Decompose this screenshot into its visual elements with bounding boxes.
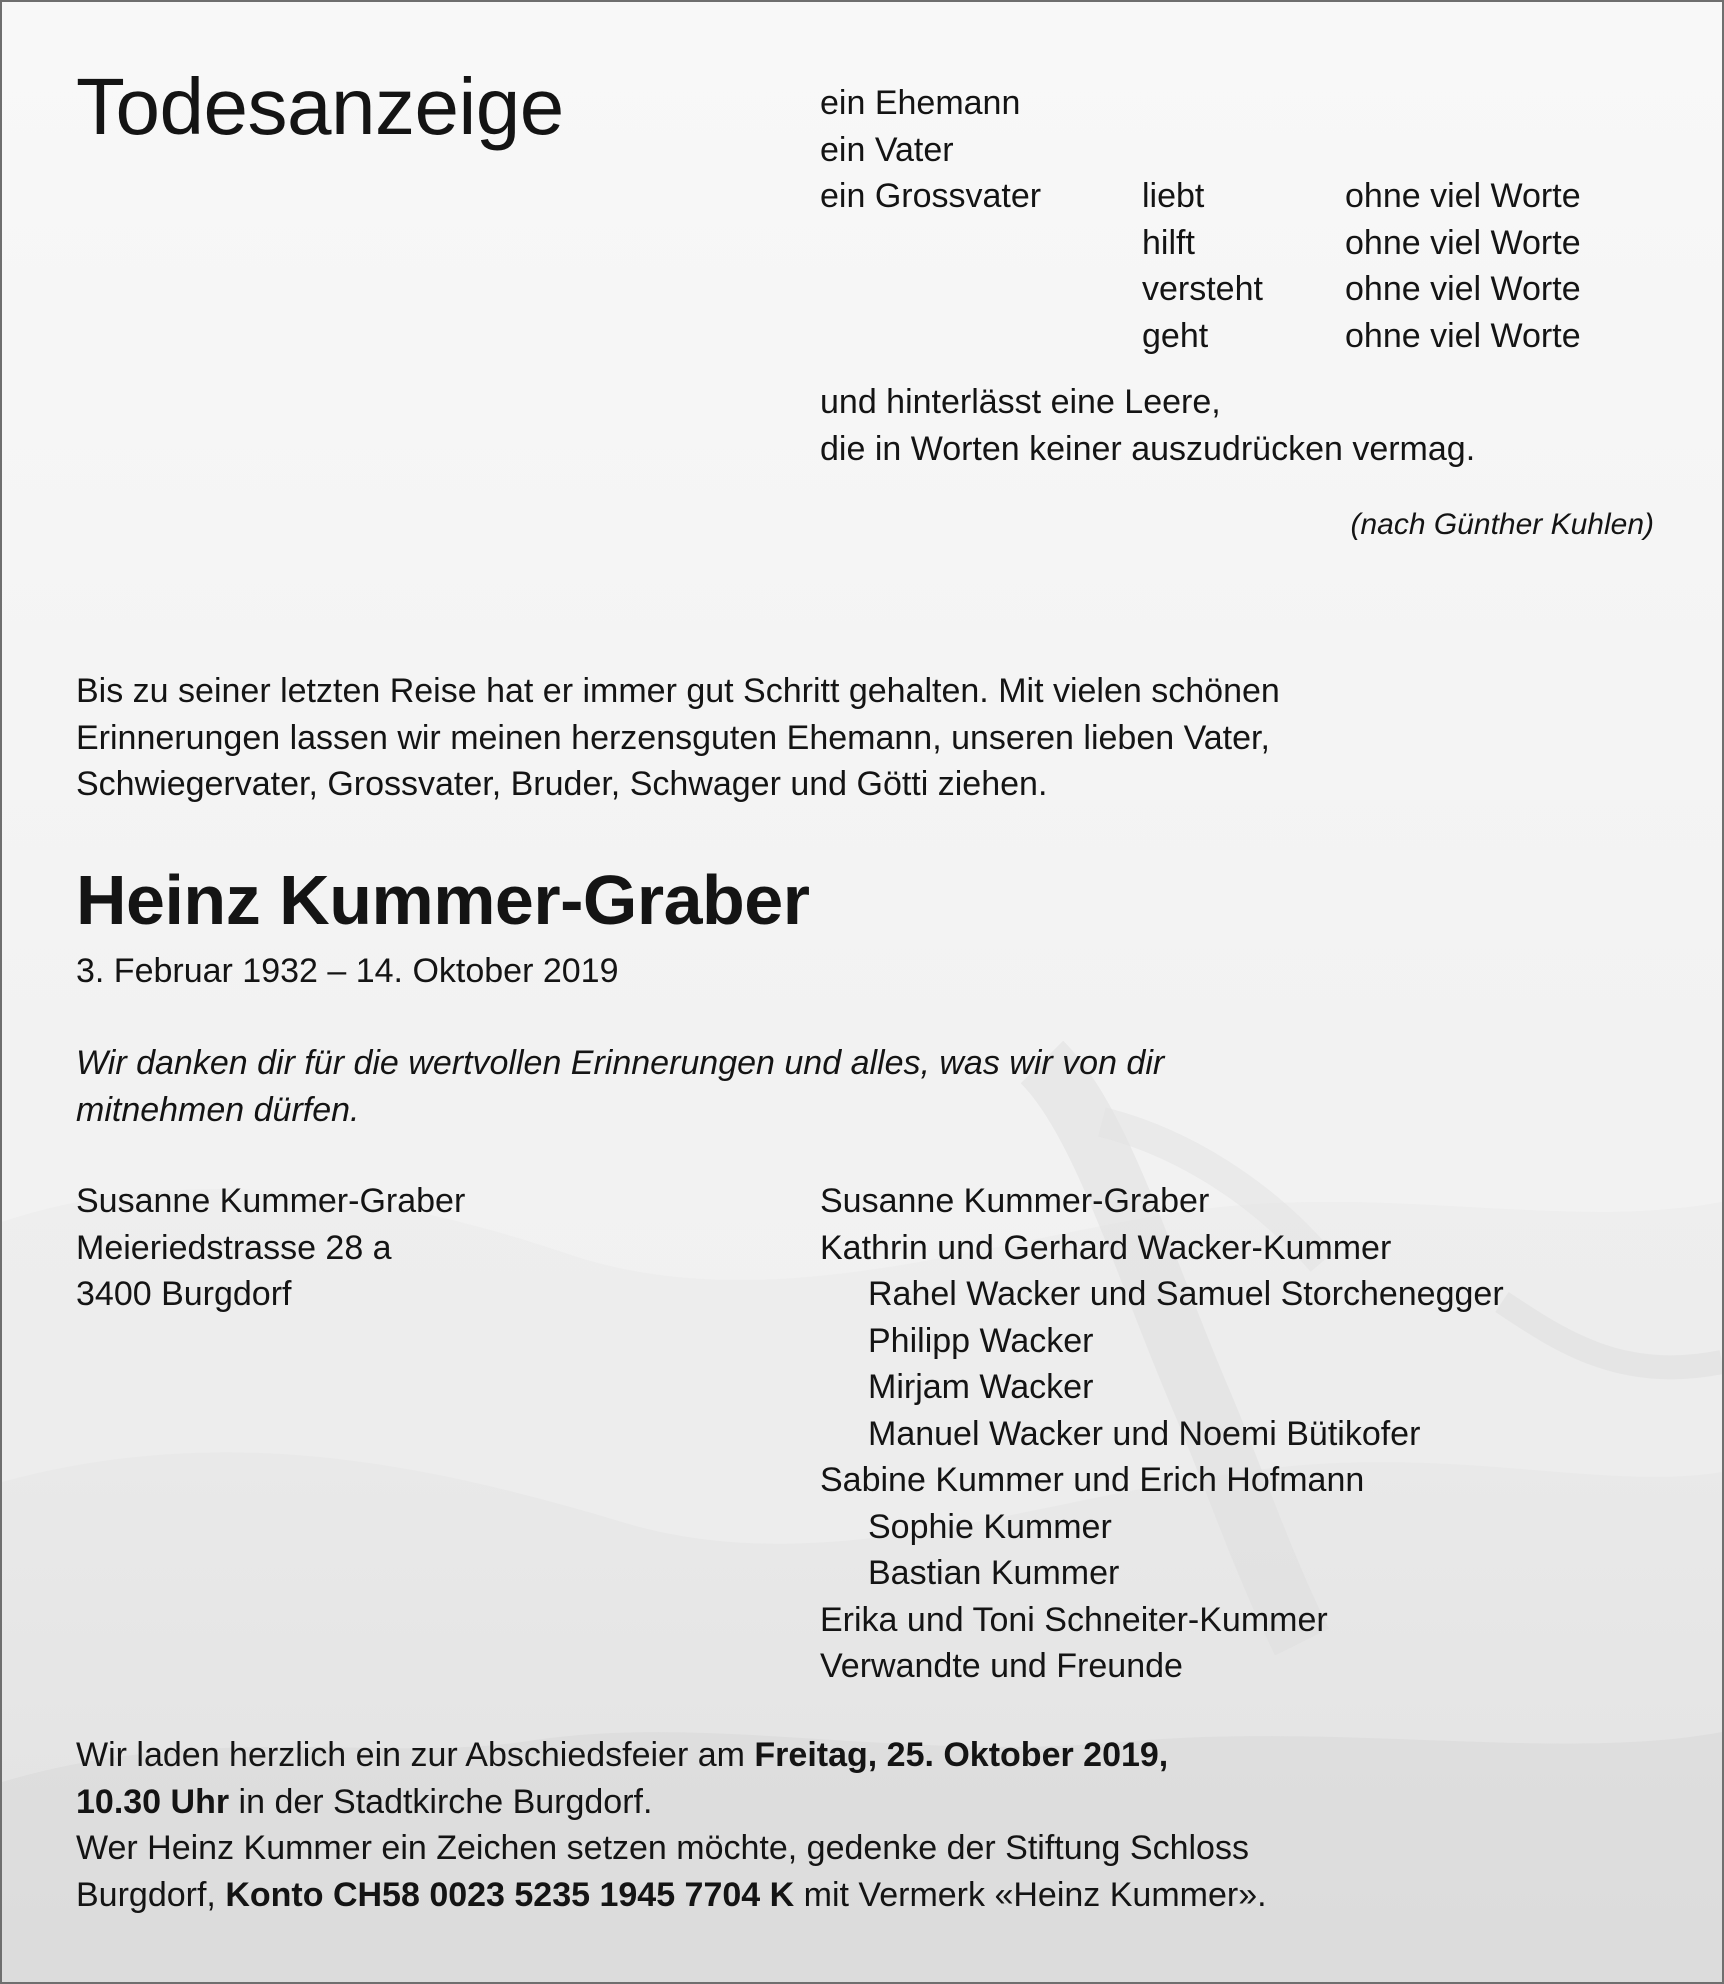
intro-paragraph (76, 668, 1696, 808)
poem-row (820, 220, 1680, 267)
poem-phrase: ohne viel Worte (1345, 177, 1581, 215)
page-title: Todesanzeige (76, 62, 564, 151)
mourner-entry: Bastian Kummer (868, 1554, 1120, 1592)
mourners-list (820, 1178, 1700, 1690)
mourner-entry: Mirjam Wacker (868, 1368, 1094, 1406)
poem-verb: geht (1142, 316, 1209, 355)
poem-row (820, 173, 1680, 220)
ceremony-line: Wir laden herzlich ein zur Abschiedsfeier am Freitag, 25. Oktober 2019, (76, 1736, 1169, 1774)
poem-verb: versteht (1142, 270, 1263, 308)
donation-line: Wer Heinz Kummer ein Zeichen setzen möchte, gedenke der Stiftung Schloss (76, 1829, 1249, 1867)
poem-phrase: ohne viel Worte (1345, 270, 1581, 308)
address-line: Susanne Kummer-Graber (76, 1182, 466, 1220)
poem-verb: hilft (1142, 223, 1195, 262)
address-line: 3400 Burgdorf (76, 1275, 292, 1313)
poem-line: ein Ehemann (820, 84, 1021, 122)
thanks-paragraph (76, 1040, 1676, 1133)
poem-line: ein Vater (820, 130, 954, 169)
poem (820, 80, 1680, 472)
mourner-entry: Susanne Kummer-Graber (820, 1182, 1210, 1220)
ceremony-info (76, 1732, 1696, 1918)
mourner-entry: Rahel Wacker und Samuel Storchenegger (868, 1275, 1504, 1313)
poem-closing-line: und hinterlässt eine Leere, (820, 383, 1221, 421)
intro-line: Bis zu seiner letzten Reise hat er immer gut Schritt gehalten. Mit vielen schönen (76, 672, 1280, 710)
deceased-name: Heinz Kummer-Graber (76, 861, 810, 939)
donation-line: Burgdorf, Konto CH58 0023 5235 1945 7704 K mit Vermerk «Heinz Kummer». (76, 1875, 1267, 1914)
mourner-entry: Erika und Toni Schneiter-Kummer (820, 1600, 1328, 1639)
mourner-entry: Kathrin und Gerhard Wacker-Kummer (820, 1228, 1392, 1267)
poem-row (820, 266, 1680, 313)
poem-phrase: ohne viel Worte (1345, 316, 1581, 355)
mourner-entry: Verwandte und Freunde (820, 1647, 1183, 1685)
mourner-entry: Sophie Kummer (868, 1507, 1112, 1546)
ceremony-time: 10.30 Uhr (76, 1782, 230, 1821)
ceremony-line: 10.30 Uhr in der Stadtkirche Burgdorf. (76, 1782, 653, 1821)
intro-line: Erinnerungen lassen wir meinen herzensguten Ehemann, unseren lieben Vater, (76, 718, 1270, 757)
poem-row (820, 313, 1680, 360)
thanks-line: Wir danken dir für die wertvollen Erinnerungen und alles, was wir von dir (76, 1044, 1165, 1082)
mourner-entry: Philipp Wacker (868, 1321, 1094, 1360)
poem-phrase: ohne viel Worte (1345, 223, 1581, 262)
poem-citation: (nach Günther Kuhlen) (1350, 508, 1654, 541)
contact-address (76, 1178, 465, 1318)
mourner-entry: Sabine Kummer und Erich Hofmann (820, 1461, 1365, 1499)
poem-closing-line: die in Worten keiner auszudrücken vermag. (820, 429, 1476, 468)
address-line: Meieriedstrasse 28 a (76, 1228, 392, 1267)
donation-account: Konto CH58 0023 5235 1945 7704 K (225, 1875, 795, 1914)
mourner-entry: Manuel Wacker und Noemi Bütikofer (868, 1414, 1421, 1453)
poem-verb: liebt (1142, 177, 1205, 215)
thanks-line: mitnehmen dürfen. (76, 1090, 360, 1129)
life-dates: 3. Februar 1932 – 14. Oktober 2019 (76, 952, 619, 990)
poem-subject: ein Grossvater (820, 177, 1042, 215)
ceremony-date: Freitag, 25. Oktober 2019, (754, 1736, 1169, 1774)
intro-line: Schwiegervater, Grossvater, Bruder, Schwager und Götti ziehen. (76, 765, 1048, 803)
